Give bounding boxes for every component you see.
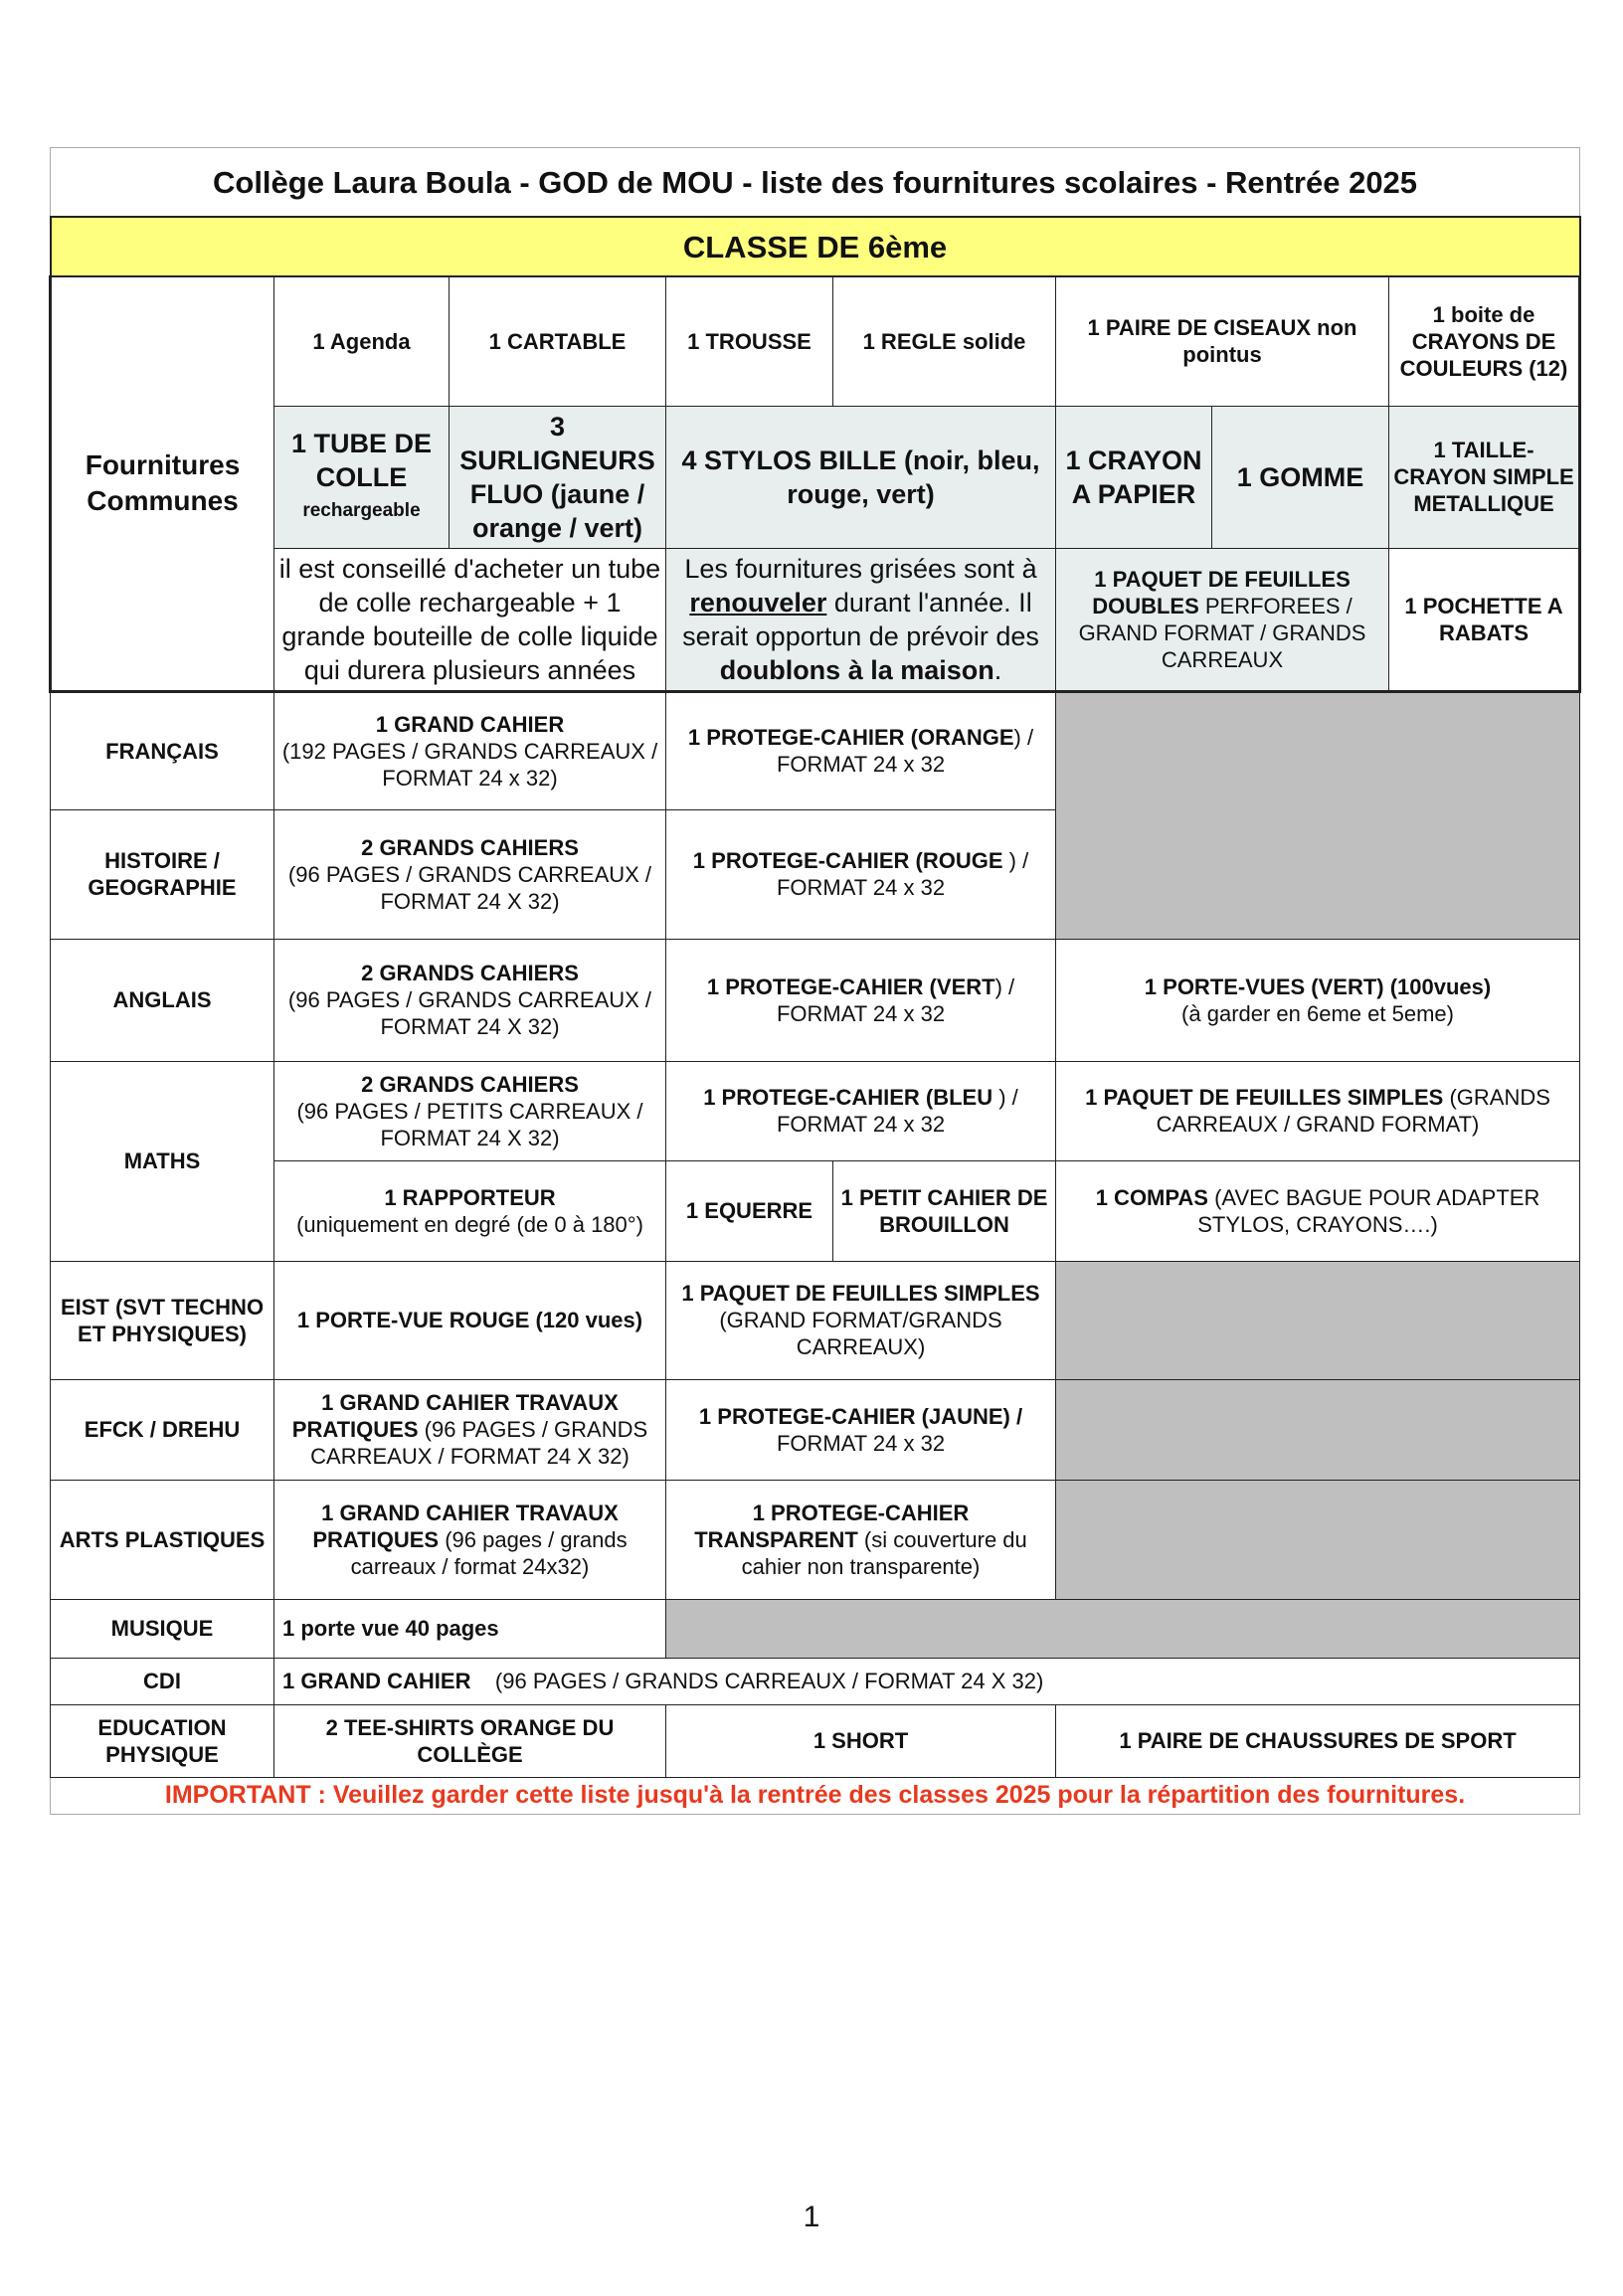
feuilles-doubles-a: 1 PAQUET DE FEUILLES DOUBLES bbox=[1092, 566, 1351, 618]
eps-chaussures: 1 PAIRE DE CHAUSSURES DE SPORT bbox=[1056, 1704, 1580, 1777]
eist-porte-vue: 1 PORTE-VUE ROUGE (120 vues) bbox=[274, 1261, 666, 1379]
maths-compas-b: (AVEC BAGUE POUR ADAPTER STYLOS, CRAYONS….) bbox=[1197, 1184, 1540, 1237]
efck-cahier-b: (96 PAGES / GRANDS CARREAUX / FORMAT 24 X 32) bbox=[310, 1417, 648, 1469]
cdi-cahier-a: 1 GRAND CAHIER bbox=[282, 1669, 471, 1693]
eps-tee-shirts: 2 TEE-SHIRTS ORANGE DU COLLÈGE bbox=[274, 1704, 666, 1777]
subject-cdi: CDI bbox=[51, 1658, 274, 1704]
maths-compas-a: 1 COMPAS bbox=[1095, 1184, 1208, 1210]
arts-protege-a: 1 PROTEGE-CAHIER TRANSPARENT bbox=[694, 1500, 970, 1552]
feuilles-doubles-b: PERFOREES / GRAND FORMAT / GRANDS CARREAUX bbox=[1078, 593, 1366, 672]
maths-cahier bbox=[274, 1061, 666, 1160]
maths-cahier-b: (96 PAGES / PETITS CARREAUX / FORMAT 24 X 32) bbox=[296, 1098, 643, 1150]
maths-rapporteur-a: 1 RAPPORTEUR bbox=[384, 1184, 556, 1210]
eist-feuilles-a: 1 PAQUET DE FEUILLES SIMPLES bbox=[681, 1281, 1040, 1306]
efck-protege bbox=[666, 1379, 1056, 1480]
tube-colle-label: 1 TUBE DE COLLE bbox=[290, 428, 433, 492]
musique-porte-vue: 1 porte vue 40 pages bbox=[274, 1599, 666, 1658]
subject-francais: FRANÇAIS bbox=[51, 691, 274, 809]
subject-efck: EFCK / DREHU bbox=[51, 1379, 274, 1480]
gray-cell bbox=[1056, 691, 1580, 939]
grey-note-c: durant l'année. Il serait opportun de prévoir des bbox=[682, 587, 1039, 651]
grey-items-note bbox=[666, 548, 1056, 691]
maths-brouillon: 1 PETIT CAHIER DE BROUILLON bbox=[833, 1160, 1056, 1261]
item-tube-colle bbox=[274, 406, 450, 548]
class-banner: CLASSE DE 6ème bbox=[51, 217, 1580, 276]
tube-colle-sub: rechargeable bbox=[302, 499, 421, 521]
cdi-cahier bbox=[274, 1658, 1580, 1704]
anglais-cahier-b: (96 PAGES / GRANDS CARREAUX / FORMAT 24 X 32) bbox=[287, 987, 652, 1039]
gray-cell bbox=[1056, 1261, 1580, 1379]
item-ciseaux: 1 PAIRE DE CISEAUX non pointus bbox=[1056, 276, 1389, 406]
maths-feuilles-b: (GRANDS CARREAUX / GRAND FORMAT) bbox=[1156, 1085, 1550, 1137]
anglais-protege bbox=[666, 939, 1056, 1061]
gray-cell bbox=[1056, 1480, 1580, 1599]
common-supplies-label: Fournitures Communes bbox=[51, 276, 274, 691]
colle-advice: il est conseillé d'acheter un tube de colle rechargeable + 1 grande bouteille de colle liquide qui durera plusieurs années bbox=[274, 548, 666, 691]
cdi-cahier-b: (96 PAGES / GRANDS CARREAUX / FORMAT 24 X 32) bbox=[494, 1669, 1044, 1693]
subject-eist: EIST (SVT TECHNO ET PHYSIQUES) bbox=[51, 1261, 274, 1379]
arts-cahier-b: (96 pages / grands carreaux / format 24x32) bbox=[350, 1526, 628, 1579]
maths-protege-color: BLEU bbox=[933, 1085, 993, 1110]
item-regle: 1 REGLE solide bbox=[833, 276, 1056, 406]
grey-note-doublons: doublons à la maison bbox=[719, 654, 994, 685]
anglais-cahier bbox=[274, 939, 666, 1061]
arts-cahier-a: 1 GRAND CAHIER TRAVAUX PRATIQUES bbox=[312, 1500, 619, 1552]
maths-protege-a: 1 PROTEGE-CAHIER ( bbox=[703, 1085, 934, 1110]
anglais-porte-vues bbox=[1056, 939, 1580, 1061]
maths-cahier-a: 2 GRANDS CAHIERS bbox=[361, 1071, 579, 1097]
efck-protege-a: 1 PROTEGE-CAHIER (JAUNE) / bbox=[698, 1403, 1023, 1429]
page-number: 1 bbox=[803, 2201, 820, 2233]
supply-table bbox=[49, 147, 1581, 1815]
item-crayons-couleurs: 1 boite de CRAYONS DE COULEURS (12) bbox=[1389, 276, 1580, 406]
subject-arts: ARTS PLASTIQUES bbox=[51, 1480, 274, 1599]
subject-eps: EDUCATION PHYSIQUE bbox=[51, 1704, 274, 1777]
efck-cahier-a: 1 GRAND CAHIER TRAVAUX PRATIQUES bbox=[291, 1390, 619, 1442]
supply-list-sheet bbox=[49, 147, 1578, 1815]
item-cartable: 1 CARTABLE bbox=[450, 276, 666, 406]
anglais-porte-vues-b: (à garder en 6eme et 5eme) bbox=[1181, 1000, 1454, 1026]
arts-protege bbox=[666, 1480, 1056, 1599]
histoire-cahier-a: 2 GRANDS CAHIERS bbox=[361, 834, 579, 860]
efck-protege-b: FORMAT 24 x 32 bbox=[776, 1430, 946, 1456]
francais-protege bbox=[666, 691, 1056, 809]
histoire-cahier bbox=[274, 809, 666, 939]
maths-rapporteur bbox=[274, 1160, 666, 1261]
francais-cahier-a: 1 GRAND CAHIER bbox=[375, 711, 565, 737]
anglais-protege-color: VERT bbox=[936, 973, 995, 999]
histoire-protege-b: ) / FORMAT 24 x 32 bbox=[776, 848, 1029, 900]
maths-feuilles-a: 1 PAQUET DE FEUILLES SIMPLES bbox=[1085, 1085, 1444, 1110]
maths-protege bbox=[666, 1061, 1056, 1160]
item-pochette: 1 POCHETTE A RABATS bbox=[1389, 548, 1580, 691]
item-gomme: 1 GOMME bbox=[1212, 406, 1389, 548]
item-feuilles-doubles bbox=[1056, 548, 1389, 691]
histoire-protege bbox=[666, 809, 1056, 939]
histoire-protege-color: ROUGE bbox=[922, 848, 1003, 873]
eist-feuilles-b: (GRAND FORMAT/GRANDS CARREAUX) bbox=[719, 1308, 1002, 1359]
eist-feuilles bbox=[666, 1261, 1056, 1379]
item-taille-crayon: 1 TAILLE-CRAYON SIMPLE METALLIQUE bbox=[1389, 406, 1580, 548]
maths-compas bbox=[1056, 1160, 1580, 1261]
maths-protege-b: ) / FORMAT 24 x 32 bbox=[776, 1085, 1018, 1137]
francais-protege-a: 1 PROTEGE-CAHIER ( bbox=[687, 725, 918, 750]
histoire-cahier-b: (96 PAGES / GRANDS CARREAUX / FORMAT 24 X 32) bbox=[287, 861, 652, 914]
subject-anglais: ANGLAIS bbox=[51, 939, 274, 1061]
francais-protege-b: ) / FORMAT 24 x 32 bbox=[776, 725, 1034, 777]
subject-histoire: HISTOIRE / GEOGRAPHIE bbox=[51, 809, 274, 939]
francais-cahier-b: (192 PAGES / GRANDS CARREAUX / FORMAT 24 x 32) bbox=[281, 738, 658, 791]
gray-cell bbox=[666, 1599, 1580, 1658]
important-note: IMPORTANT : Veuillez garder cette liste jusqu'à la rentrée des classes 2025 pour la répartition des fournitures. bbox=[51, 1777, 1580, 1814]
histoire-protege-a: 1 PROTEGE-CAHIER ( bbox=[692, 848, 923, 873]
grey-note-renouveler: renouveler bbox=[689, 587, 827, 618]
arts-cahier bbox=[274, 1480, 666, 1599]
item-trousse: 1 TROUSSE bbox=[666, 276, 833, 406]
eps-short: 1 SHORT bbox=[666, 1704, 1056, 1777]
anglais-porte-vues-a: 1 PORTE-VUES (VERT) (100vues) bbox=[1144, 973, 1492, 999]
grey-note-e: . bbox=[993, 654, 1002, 685]
page-title: Collège Laura Boula - GOD de MOU - liste des fournitures scolaires - Rentrée 2025 bbox=[51, 148, 1580, 218]
maths-equerre: 1 EQUERRE bbox=[666, 1160, 833, 1261]
maths-feuilles bbox=[1056, 1061, 1580, 1160]
item-stylos: 4 STYLOS BILLE (noir, bleu, rouge, vert) bbox=[666, 406, 1056, 548]
anglais-protege-b: ) / FORMAT 24 x 32 bbox=[776, 973, 1015, 1026]
gray-cell bbox=[1056, 1379, 1580, 1480]
anglais-protege-a: 1 PROTEGE-CAHIER ( bbox=[706, 973, 937, 999]
item-surligneurs: 3 SURLIGNEURS FLUO (jaune / orange / vert) bbox=[450, 406, 666, 548]
francais-cahier bbox=[274, 691, 666, 809]
subject-maths: MATHS bbox=[51, 1061, 274, 1261]
francais-protege-color: ORANGE bbox=[917, 725, 1014, 750]
efck-cahier bbox=[274, 1379, 666, 1480]
maths-rapporteur-b: (uniquement en degré (de 0 à 180°) bbox=[296, 1211, 643, 1237]
subject-musique: MUSIQUE bbox=[51, 1599, 274, 1658]
item-agenda: 1 Agenda bbox=[274, 276, 450, 406]
anglais-cahier-a: 2 GRANDS CAHIERS bbox=[361, 961, 579, 985]
item-crayon-papier: 1 CRAYON A PAPIER bbox=[1056, 406, 1212, 548]
arts-protege-b: (si couverture du cahier non transparente) bbox=[741, 1526, 1027, 1579]
grey-note-a: Les fournitures grisées sont à bbox=[684, 553, 1037, 584]
